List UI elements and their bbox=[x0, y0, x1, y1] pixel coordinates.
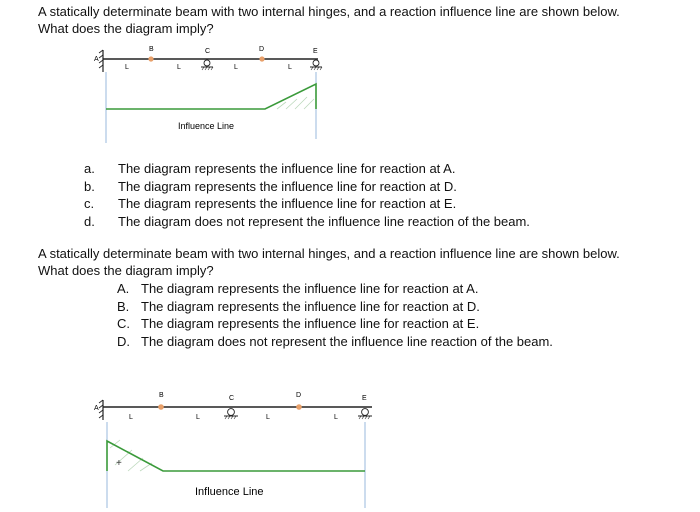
influence-line-2-caption: Influence Line bbox=[195, 486, 264, 498]
question-2-line-1: A statically determinate beam with two internal hinges, and a reaction influence line are shown below. bbox=[38, 246, 620, 261]
span-label: L bbox=[125, 64, 129, 71]
point-a-label: A bbox=[94, 56, 99, 63]
point-d-label: D bbox=[296, 392, 302, 399]
option-d[interactable] bbox=[84, 213, 530, 231]
option-text: The diagram represents the influence line for reaction at E. bbox=[118, 196, 457, 211]
option-a[interactable] bbox=[117, 280, 553, 298]
question-1-line-2: What does the diagram imply? bbox=[38, 21, 214, 36]
option-b[interactable] bbox=[84, 178, 530, 196]
option-text: The diagram represents the influence line for reaction at A. bbox=[118, 161, 456, 176]
options-list-2 bbox=[117, 280, 553, 350]
point-a-label: A bbox=[94, 405, 99, 412]
span-label: L bbox=[234, 64, 238, 71]
hinge-b-icon bbox=[158, 404, 164, 410]
influence-line-1 bbox=[106, 84, 316, 109]
question-2-line-2: What does the diagram imply? bbox=[38, 263, 214, 278]
option-letter: D. bbox=[117, 333, 130, 349]
option-text: The diagram represents the influence line for reaction at D. bbox=[141, 298, 480, 314]
option-c[interactable] bbox=[117, 315, 553, 333]
roller-support-c-icon bbox=[224, 409, 238, 419]
option-letter: A. bbox=[117, 281, 130, 296]
hinge-d-icon bbox=[259, 56, 264, 61]
option-text: The diagram represents the influence line for reaction at D. bbox=[118, 178, 457, 194]
option-text: The diagram does not represent the influence line reaction of the beam. bbox=[141, 333, 553, 349]
influence-line-1-caption: Influence Line bbox=[178, 121, 235, 131]
point-c-label: C bbox=[205, 48, 211, 55]
option-text: The diagram represents the influence line for reaction at E. bbox=[141, 316, 480, 331]
point-e-label: E bbox=[313, 48, 318, 55]
option-d[interactable] bbox=[117, 333, 553, 351]
hinge-d-icon bbox=[296, 404, 302, 410]
span-label: L bbox=[266, 414, 270, 421]
options-list-1 bbox=[84, 160, 530, 230]
option-letter: c. bbox=[84, 196, 95, 211]
fixed-support-a-icon bbox=[99, 400, 103, 420]
point-b-label: B bbox=[149, 46, 154, 53]
option-a[interactable] bbox=[84, 160, 530, 178]
span-label: L bbox=[129, 414, 133, 421]
option-b[interactable] bbox=[117, 298, 553, 316]
point-c-label: C bbox=[229, 395, 235, 402]
point-d-label: D bbox=[259, 46, 265, 53]
span-label: L bbox=[334, 414, 338, 421]
span-label: L bbox=[196, 414, 200, 421]
hinge-b-icon bbox=[148, 56, 153, 61]
option-c[interactable] bbox=[84, 195, 530, 213]
question-2-text bbox=[38, 245, 678, 279]
option-text: The diagram represents the influence line for reaction at A. bbox=[141, 281, 479, 296]
point-e-label: E bbox=[362, 395, 367, 402]
influence-line-2 bbox=[107, 440, 365, 471]
span-label: L bbox=[288, 64, 292, 71]
point-b-label: B bbox=[159, 392, 164, 399]
option-letter: b. bbox=[84, 178, 95, 194]
question-1-line-1: A statically determinate beam with two internal hinges, and a reaction influence line are shown below. bbox=[38, 4, 620, 19]
roller-support-c-icon bbox=[201, 60, 213, 70]
roller-support-e-icon bbox=[358, 409, 372, 419]
option-letter: B. bbox=[117, 298, 130, 314]
positive-sign: + bbox=[116, 458, 122, 469]
span-label: L bbox=[177, 64, 181, 71]
option-letter: C. bbox=[117, 316, 130, 331]
option-letter: a. bbox=[84, 161, 95, 176]
option-text: The diagram does not represent the influence line reaction of the beam. bbox=[118, 213, 530, 229]
roller-support-e-icon bbox=[310, 60, 322, 70]
option-letter: d. bbox=[84, 213, 95, 229]
fixed-support-a-icon bbox=[99, 50, 103, 72]
